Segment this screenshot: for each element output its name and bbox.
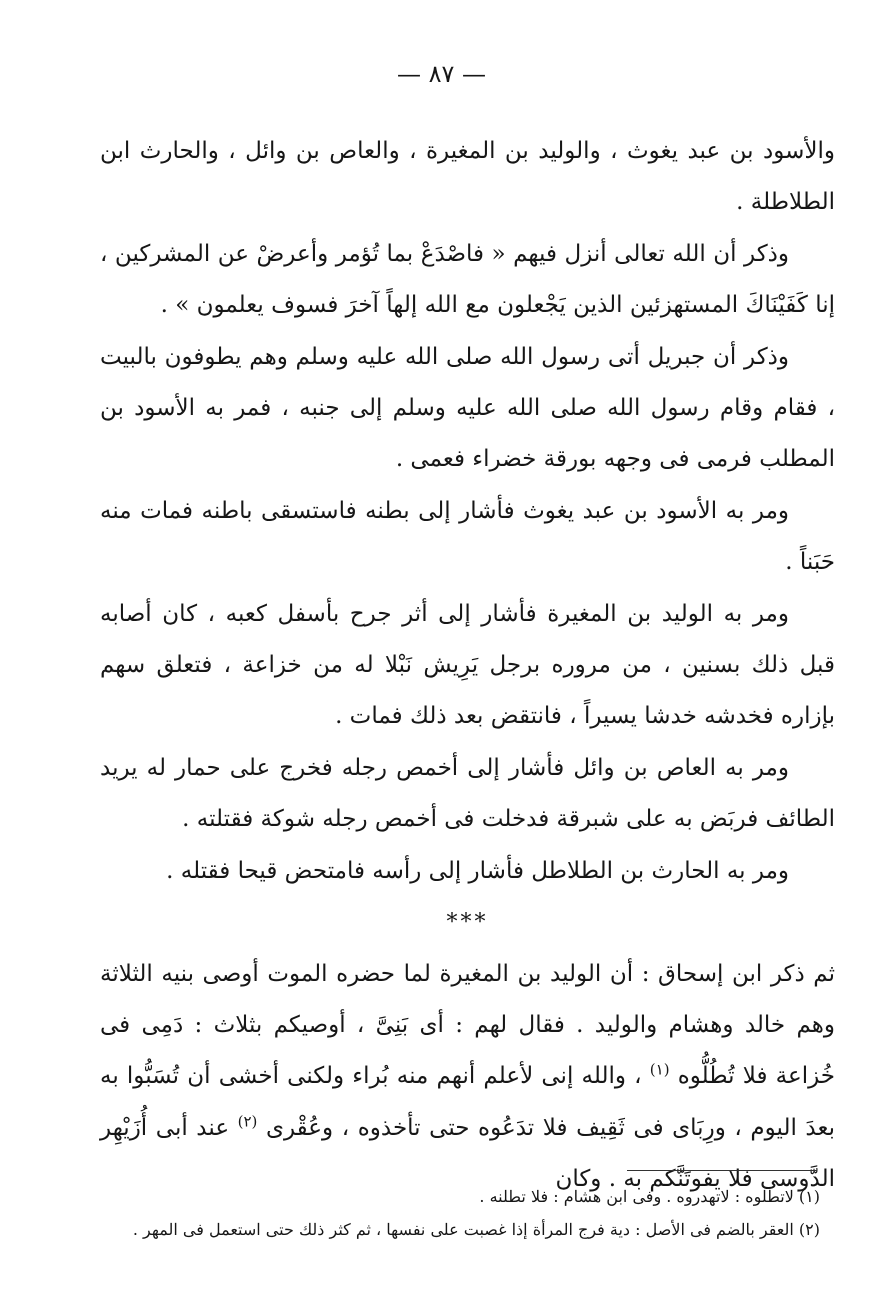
footnote-ref: (١) [649,1060,670,1079]
paragraph: ومر به العاص بن وائل فأشار إلى أخمص رجله فخرج على حمار له يريد الطائف فربَض به على شبرقة فدخلت فى أخمص رجله شوكة فقتلته . [100,754,835,833]
footnote: (١) لاتطلوه : لاتهدروه . وفى ابن هشام : فلا تطلنه . [479,1187,820,1206]
paragraph-text: عند أبى أُزَيْهِر الدَّوسى فلا يفوتَنَّكم به . وكان [100,1114,835,1193]
paragraph: والأسود بن عبد يغوث ، والوليد بن المغيرة ، والعاص بن وائل ، والحارث ابن الطلاطلة . [100,138,835,216]
paragraph [100,949,835,1206]
main-text [100,126,835,1206]
footnote-divider [627,1170,817,1171]
page-number: — ٨٧ — [396,60,487,88]
paragraph: ومر به الحارث بن الطلاطل فأشار إلى رأسه فامتحض قيحا فقتله . [166,857,789,884]
paragraph-text: ثم ذكر ابن إسحاق : أن الوليد بن المغيرة لما حضره الموت أوصى بنيه الثلاثة وهم خالد وهشام والوليد . فقال لهم : أى بَنِىَّ ، أوصيكم بثلاث : دَمِى فى خُزاعة فلا تُطُلُّوه [100,960,836,1090]
paragraph: وذكر أن الله تعالى أنزل فيهم « فاصْدَعْ بما تُؤمر وأعرضْ عن المشركين ، إنا كَفَيْنَاكَ المستهزئين الذين يَجْعلون مع الله إلهاً آخرَ فسوف يعلمون » . [100,240,835,319]
footnotes [90,1180,820,1246]
paragraph: ومر به الوليد بن المغيرة فأشار إلى أثر جرح بأسفل كعبه ، كان أصابه قبل ذلك بسنين ، من مروره برجل يَرِيش نَبْلا له من خزاعة ، فتعلق سهم بإزاره فخدشه خدشا يسيراً ، فانتقض بعد ذلك فمات . [100,600,835,730]
paragraph: ومر به الأسود بن عبد يغوث فأشار إلى بطنه فاستسقى باطنه فمات منه حَبَناً . [100,497,835,576]
footnote-ref: (٢) [237,1112,258,1131]
footnote: (٢) العقر بالضم فى الأصل : دية فرج المرأة إذا غصبت على نفسها ، ثم كثر ذلك حتى استعمل فى المهر . [132,1220,820,1239]
section-separator: *** [446,910,489,936]
paragraph: وذكر أن جبريل أتى رسول الله صلى الله عليه وسلم وهم يطوفون بالبيت ، فقام وقام رسول الله صلى الله عليه وسلم إلى جنبه ، فمر به الأسود بن المطلب فرمى فى وجهه بورقة خضراء فعمى . [100,343,835,473]
paragraph-text: ، والله إنى لأعلم أنهم منه بُراء ولكنى أخشى أن تُسَبُّوا به بعدَ اليوم ، ورِبَاى فى ثَقِيف فلا تدَعُوه حتى تأخذوه ، وعُقْرى [100,1063,835,1141]
